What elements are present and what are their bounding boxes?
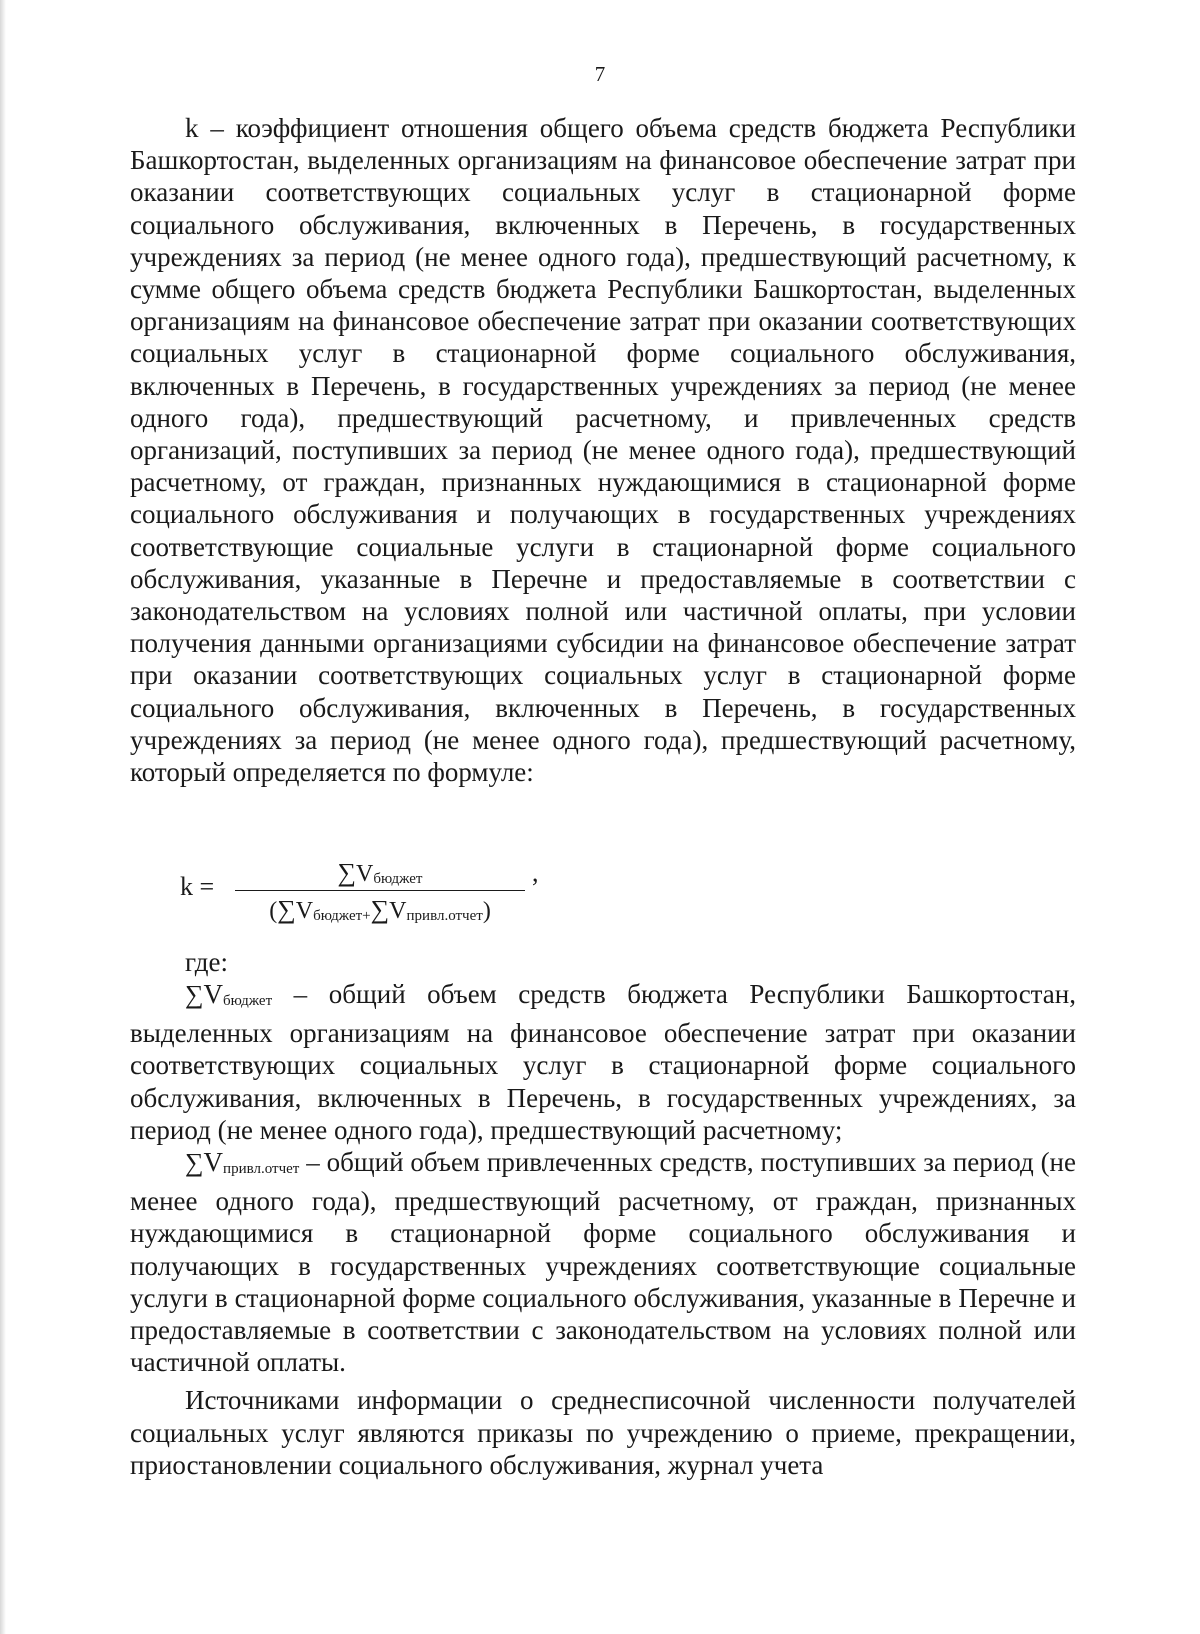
var-v: V	[203, 1147, 224, 1178]
sum-symbol: ∑	[337, 858, 357, 887]
var-v: V	[203, 979, 224, 1009]
formula-denominator	[235, 895, 525, 925]
subscript-budget-plus: бюджет+	[313, 908, 371, 924]
sum-symbol: ∑	[185, 980, 204, 1009]
subscript-attracted: привл.отчет	[223, 1161, 300, 1178]
subscript-budget: бюджет	[223, 993, 273, 1009]
subscript-budget: бюджет	[373, 871, 423, 887]
definition-attracted-text: – общий объем привлеченных средств, поступивших за период (не менее одного года), предшествующий расчетному, от граждан, признанных нуждающимися в стационарной форме социального обслуживания и получающих в государственных учреждениях соответствующие социальные услуги в стационарной форме социального обслуживания, указанные в Перечне и предоставляемые в соответствии с законодательством на условиях полной или частичной оплаты.	[130, 1147, 1076, 1378]
scan-edge	[0, 0, 6, 1634]
formula-comma: ,	[532, 858, 539, 887]
sum-symbol: ∑	[185, 1148, 204, 1178]
definition-budget	[130, 978, 1076, 1146]
formula-numerator	[235, 858, 525, 888]
fraction-bar	[235, 890, 525, 891]
page-number: 7	[594, 62, 606, 86]
definition-attracted	[130, 1146, 1076, 1378]
var-v: V	[389, 898, 407, 924]
sum-symbol: ∑	[370, 895, 390, 924]
paragraph-sources: Источниками информации о среднесписочной численности получателей социальных услуг являются приказы по учреждению о приеме, прекращении, приостановлении социального обслуживания, журнал учета	[130, 1385, 1076, 1480]
formula-k	[180, 858, 600, 938]
where-label: где:	[185, 947, 228, 977]
var-v: V	[356, 861, 374, 887]
definitions-block	[130, 978, 1076, 1481]
open-paren: (	[269, 898, 278, 924]
definition-budget-text: – общий объем средств бюджета Республики Башкортостан, выделенных организациям на финансовое обеспечение затрат при оказании соответствующих социальных услуг в стационарной форме социального обслуживания, включенных в Перечень, в государственных учреждениях, за период (не менее одного года), предшествующий расчетному;	[130, 979, 1076, 1145]
formula-lhs: k =	[180, 872, 215, 901]
paragraph-coefficient-definition	[130, 112, 1076, 788]
formula-fraction	[235, 858, 525, 925]
var-v: V	[295, 898, 314, 924]
subscript-attracted: привл.отчет	[406, 908, 483, 924]
paragraph-text: k – коэффициент отношения общего объема средств бюджета Республики Башкортостан, выделенных организациям на финансовое обеспечение затрат при оказании соответствующих социальных услуг в стационарной форме социального обслуживания, включенных в Перечень, в государственных учреждениях за период (не менее одного года), предшествующий расчетному, к сумме общего объема средств бюджета Республики Башкортостан, выделенных организациям на финансовое обеспечение затрат при оказании соответствующих социальных услуг в стационарной форме социального обслуживания, включенных в Перечень, в государственных учреждениях за период (не менее одного года), предшествующий расчетному, и привлеченных средств организаций, поступивших за период (не менее одного года), предшествующий расчетному, от граждан, признанных нуждающимися в стационарной форме социального обслуживания и получающих в государственных учреждениях соответствующие социальные услуги в стационарной форме социального обслуживания, указанные в Перечне и предоставляемые в соответствии с законодательством на условиях полной или частичной оплаты, при условии получения данными организациями субсидии на финансовое обеспечение затрат при оказании соответствующих социальных услуг в стационарной форме социального обслуживания, включенных в Перечень, в государственных учреждениях за период (не менее одного года), предшествующий расчетному, который определяется по формуле:	[130, 113, 1076, 788]
close-paren: )	[482, 898, 491, 924]
sum-symbol: ∑	[277, 895, 296, 924]
